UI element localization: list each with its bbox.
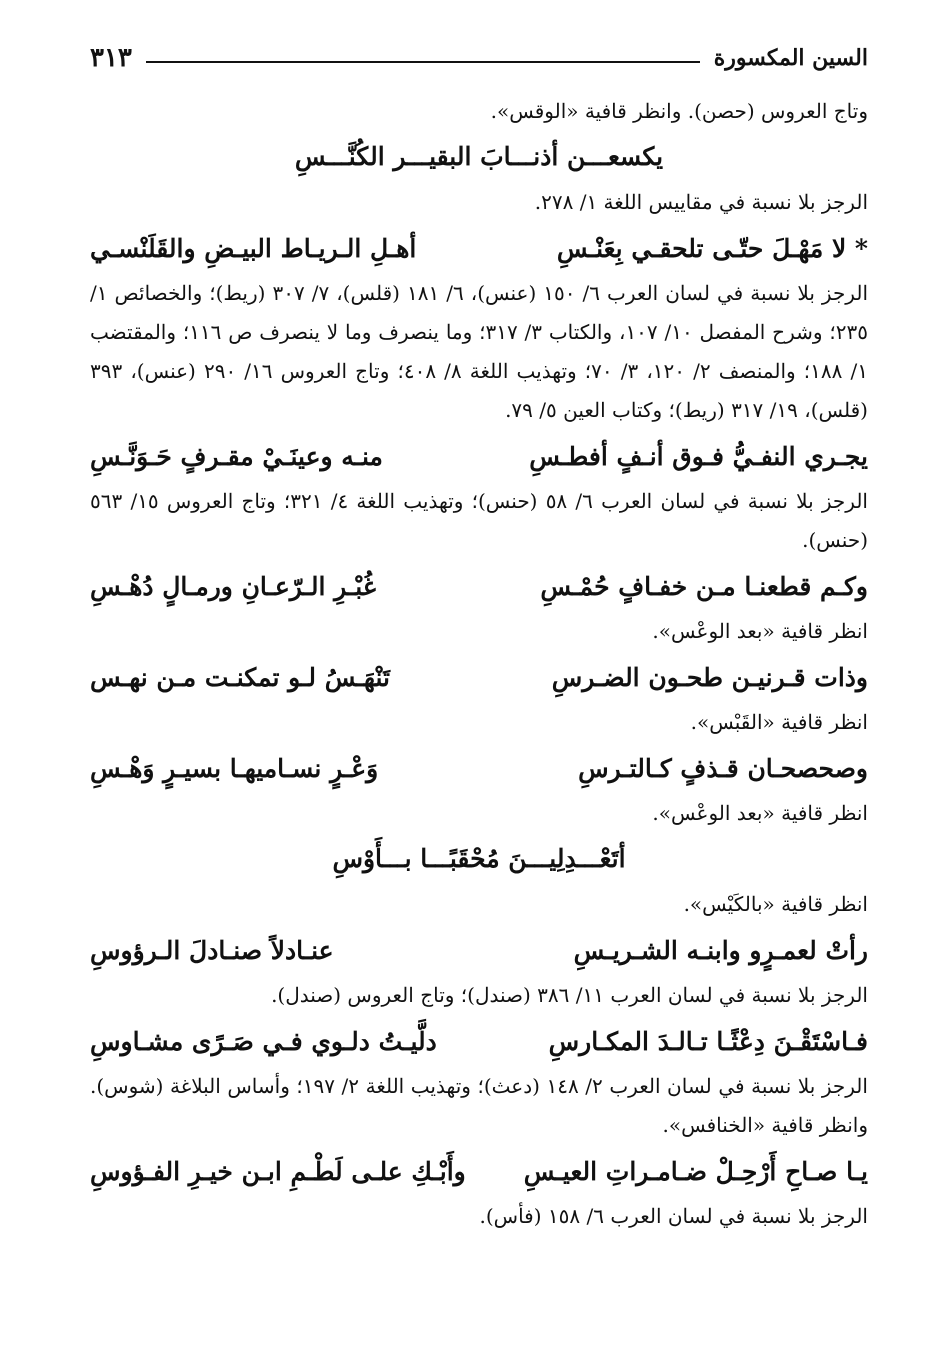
verse-line [90,742,868,794]
verse-second-hemistich: أهـلِ الـريـاط البيـضِ والقَلَنْسـي [90,233,417,263]
verse-single: يكسعـــن أذنـــابَ البقيـــر الكُنَّـــسِ [294,142,664,171]
verse-single: أتَعْـــدِلِيـــنَ مُحْقَبًـــا بـــأَوْسِ [332,844,626,873]
verse-first-hemistich: * لا مَهْـلَ حتّـى تلحقـي بِعَنْـسِ [556,233,868,263]
citation-paragraph: الرجز بلا نسبة في لسان العرب ١١/ ٣٨٦ (صندل)؛ وتاج العروس (صندل). [271,983,868,1007]
citation-paragraph: الرجز بلا نسبة في لسان العرب ٦/ ٥٨ (حنس)؛ وتهذيب اللغة ٤/ ٣٢١؛ وتاج العروس ١٥/ ٥٦٣ (حنس). [90,489,868,552]
verse-line [90,1145,868,1197]
citation-paragraph: الرجز بلا نسبة في مقاييس اللغة ١/ ٢٧٨. [534,190,868,214]
verse-first-hemistich: فـاسْتَقْـنَ دِعْثًـا تـالـدَ المكـارسِ [548,1026,868,1056]
verse-line [90,1015,868,1067]
citation-paragraph: انظر قافية «بالكَيْس». [683,892,868,916]
verse-line [90,924,868,976]
header-rule [146,61,700,63]
verse-line [90,430,868,482]
verse-first-hemistich: وكـم قطعنـا مـن خفـافٍ حُمْـسِ [540,571,868,601]
verse-second-hemistich: تَنْهَـسُ لـو تمكنـت مـن نهـس [90,662,390,692]
verse-first-hemistich: وصحصحـان قـذفٍ كـالتـرسِ [578,753,868,783]
running-title: السين المكسورة [713,45,868,71]
verse-line [90,560,868,612]
verse-second-hemistich: منـه وعينَـيْ مقـرفٍ حَـوَنَّـسِ [90,441,383,471]
page-number: ٣١٣ [90,43,132,73]
verse-first-hemistich: يجـري النفـيُّ فـوق أنـفٍ أفطـسِ [529,441,868,471]
page-body [90,92,868,1236]
citation-paragraph: انظر قافية «بعد الوعْس». [652,801,868,825]
verse-line [90,651,868,703]
citation-paragraph: الرجز بلا نسبة في لسان العرب ٦/ ١٥٨ (فأس). [479,1204,868,1228]
verse-line [90,222,868,274]
verse-first-hemistich: وذات قـرنيـن طحـون الضـرسِ [551,662,868,692]
verse-second-hemistich: دلَّيـتُ دلـوي فـي صَـرًى مشـاوسِ [90,1026,437,1056]
citation-paragraph: الرجز بلا نسبة في لسان العرب ٦/ ١٥٠ (عنس)، ٦/ ١٨١ (قلس)، ٧/ ٣٠٧ (ريط)؛ والخصائص ١/ ٢٣٥؛ وشرح المفصل ١٠/ ١٠٧، والكتاب ٣/ ٣١٧؛ وما ينصرف وما لا ينصرف ص ١١٦؛ والمقتضب ١/ ١٨٨؛ والمنصف ٢/ ١٢٠، ٣/ ٧٠؛ وتهذيب اللغة ٨/ ٤٠٨؛ وتاج العروس ١٦/ ٢٩٠ (عنس)، ٣٩٣ (قلس)، ١٩/ ٣١٧ (ريط)؛ وكتاب العين ٥/ ٧٩. [90,281,868,422]
citation-paragraph: الرجز بلا نسبة في لسان العرب ٢/ ١٤٨ (دعث)؛ وتهذيب اللغة ٢/ ١٩٧؛ وأساس البلاغة (شوس). وانظر قافية «الخنافس». [90,1074,868,1137]
verse-second-hemistich: وأَبْـكِ علـى لَطْـمِ ابـن خيـرِ الفـؤوسِ [90,1156,466,1186]
verse-second-hemistich: وَعْـرٍ نسـاميهـا بسيـرٍ وَهْـسِ [90,753,379,783]
verse-first-hemistich: يـا صـاحِ أَرْحِـلْ ضـامـراتِ العيـسِ [523,1156,868,1186]
citation-paragraph: وتاج العروس (حصن). وانظر قافية «الوقس». [490,99,868,123]
page-header [90,28,868,88]
verse-second-hemistich: عنـادلاً صنـادلَ الـرؤوسِ [90,935,334,965]
citation-paragraph: انظر قافية «القَبْس». [690,710,868,734]
verse-second-hemistich: غُبْـرِ الـرّعـانِ ورمـالٍ دُهْـسِ [90,571,376,601]
verse-first-hemistich: رأتْ لعمـرٍو وابنـه الشـريـسِ [573,935,868,965]
citation-paragraph: انظر قافية «بعد الوعْس». [652,619,868,643]
